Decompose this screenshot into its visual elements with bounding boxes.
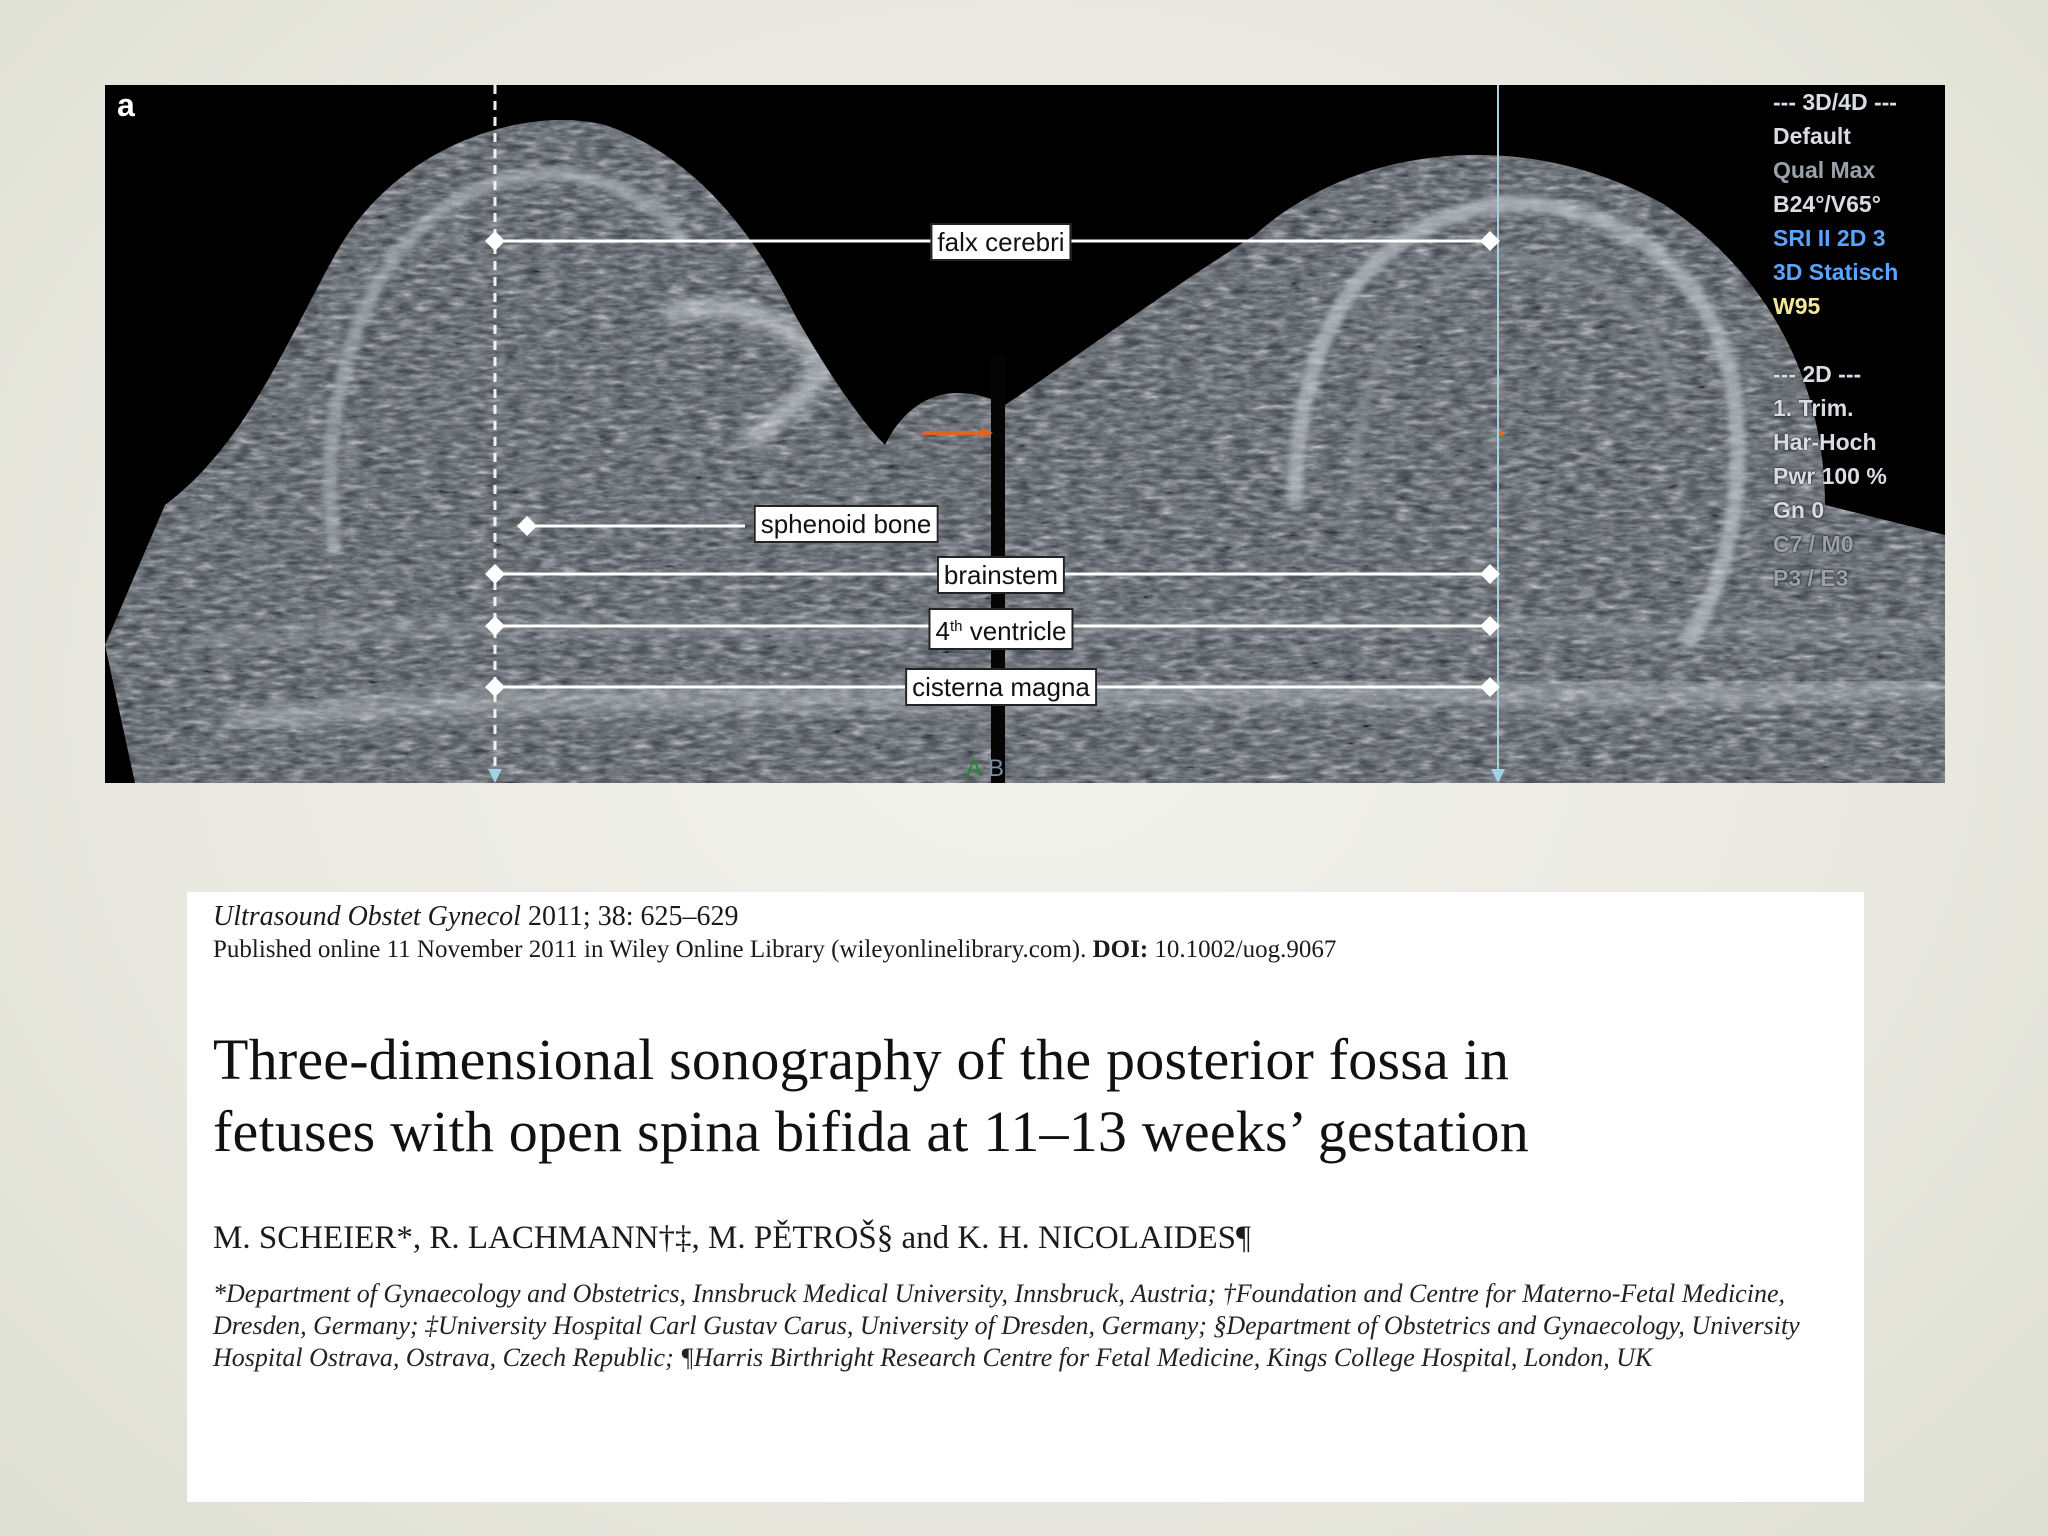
settings-line: C7 / M0 [1773,531,1854,557]
settings-line: B24°/V65° [1773,191,1881,217]
title-line: Three-dimensional sonography of the posterior fossa in [213,1027,1510,1092]
journal-citation [213,900,1853,934]
settings-line: Qual Max [1773,157,1876,183]
ultrasound-figure [105,85,1945,783]
title-line: fetuses with open spina bifida at 11–13 weeks’ gestation [213,1099,1529,1164]
settings-line: Gn 0 [1773,497,1825,523]
fourth-ventricle-suffix: th [949,618,963,635]
settings-line: Har-Hoch [1773,429,1877,455]
plane-marker-b: B [988,755,1005,782]
fourth-ventricle-word: ventricle [969,616,1067,646]
settings-line: W95 [1773,293,1821,319]
settings-spacer [1773,323,1943,357]
journal-name: Ultrasound Obstet Gynecol [213,901,521,932]
settings-line: Pwr 100 % [1773,463,1887,489]
fourth-ventricle-number: 4 [935,616,950,646]
brainstem-label: brainstem [937,556,1065,594]
doi-value: 10.1002/uog.9067 [1154,936,1337,963]
scanner-settings [1773,85,1943,595]
article-title [213,1024,1853,1168]
settings-line: --- 2D --- [1773,361,1862,387]
falx-cerebri-label: falx cerebri [930,223,1071,261]
settings-line: 1. Trim. [1773,395,1854,421]
settings-line: SRI II 2D 3 [1773,225,1886,251]
cisterna-magna-label: cisterna magna [905,668,1097,706]
sphenoid-bone-label: sphenoid bone [754,505,939,543]
affiliations: *Department of Gynaecology and Obstetrics, Innsbruck Medical University, Innsbruck, Austria; †Foundation and Centre for Materno-Fetal Medicine, Dresden, Germany; ‡University Hospital Carl Gustav Carus, University of Dresden, Germany; §Department of Obstetrics and Gynaecology, University Hospital Ostrava, Ostrava, Czech Republic; ¶Harris Birthright Research Centre for Fetal Medicine, Kings College Hospital, London, UK [213,1279,1800,1372]
settings-line: P3 / E3 [1773,565,1849,591]
panel-letter: a [117,87,135,123]
publication-line [213,934,1853,966]
doi-label: DOI: [1092,936,1149,963]
authors: M. SCHEIER*, R. LACHMANN†‡, M. PĚTROŠ§ and K. H. NICOLAIDES¶ [213,1220,1251,1256]
citation: 2011; 38: 625–629 [527,901,739,932]
settings-line: 3D Statisch [1773,259,1899,285]
settings-line: Default [1773,123,1851,149]
plane-marker-a: A [966,755,983,782]
plane-markers [966,755,1004,783]
settings-line: --- 3D/4D --- [1773,89,1897,115]
article-header [187,892,1864,1502]
published-text: Published online 11 November 2011 in Wiley Online Library (wileyonlinelibrary.com). [213,936,1087,963]
fourth-ventricle-label [928,608,1073,650]
